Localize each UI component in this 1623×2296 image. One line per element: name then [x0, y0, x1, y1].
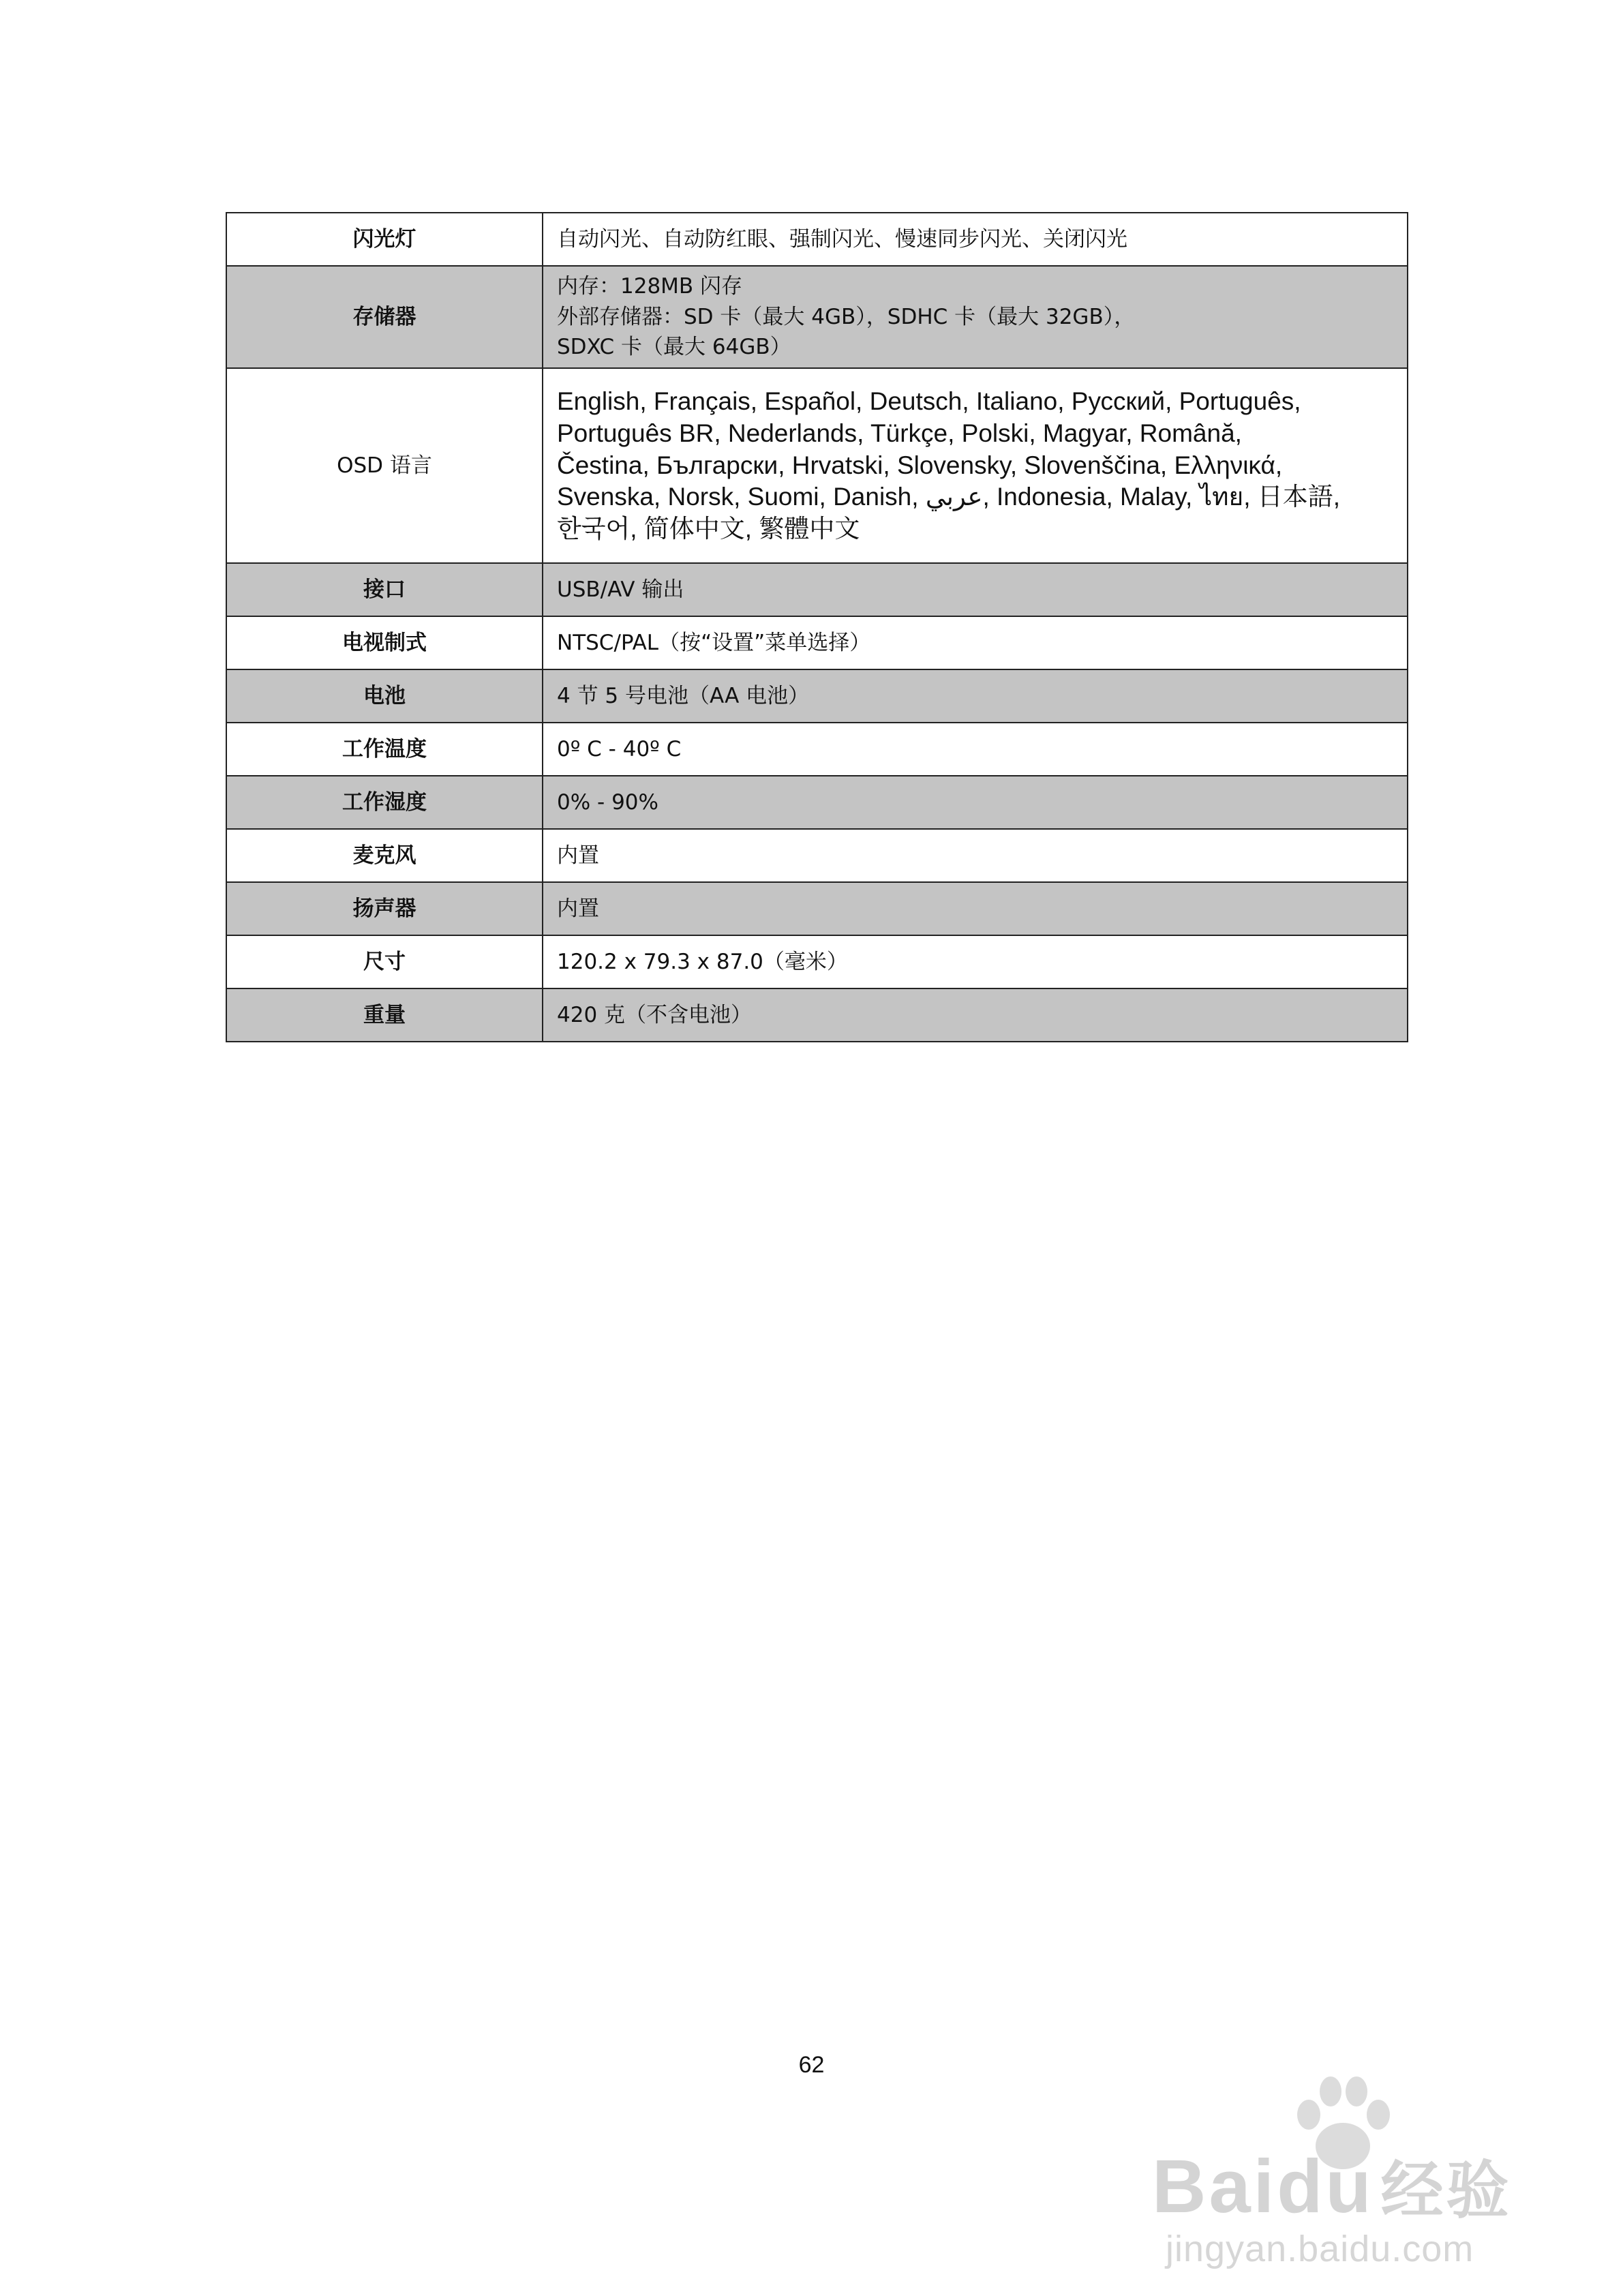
storage-line: SDXC 卡（最大 64GB） [557, 335, 791, 360]
spec-row-microphone [226, 829, 1408, 882]
watermark-brand [1152, 2141, 1512, 2231]
watermark-url: jingyan.baidu.com [1166, 2229, 1474, 2269]
watermark-brand-text: du [1277, 2145, 1374, 2229]
spec-row-flash [226, 213, 1408, 266]
spec-table [226, 212, 1408, 1042]
spec-value: NTSC/PAL（按“设置”菜单选择） [543, 616, 1408, 669]
spec-label: 麦克风 [226, 829, 543, 882]
spec-label: 尺寸 [226, 935, 543, 988]
spec-label: 电视制式 [226, 616, 543, 669]
spec-row-op-humidity [226, 776, 1408, 829]
spec-row-weight [226, 988, 1408, 1042]
spec-label: OSD 语言 [226, 368, 543, 563]
language-line: Čestina, Български, Hrvatski, Slovensky, Slovenščina, Ελληνικά, [557, 451, 1283, 479]
spec-label: 电池 [226, 669, 543, 723]
spec-value [543, 368, 1408, 563]
watermark-brand-text: Bai [1152, 2145, 1277, 2229]
watermark-brand-cn: 经验 [1380, 2154, 1512, 2227]
spec-row-dimensions [226, 935, 1408, 988]
spec-value: 420 克（不含电池） [543, 988, 1408, 1042]
spec-value: 4 节 5 号电池（AA 电池） [543, 669, 1408, 723]
spec-label: 存储器 [226, 266, 543, 368]
spec-label: 闪光灯 [226, 213, 543, 266]
spec-value: 0º C - 40º C [543, 723, 1408, 776]
spec-row-storage [226, 266, 1408, 368]
spec-row-interface [226, 563, 1408, 616]
spec-label: 工作湿度 [226, 776, 543, 829]
spec-label: 工作温度 [226, 723, 543, 776]
storage-line: 内存：128MB 闪存 [557, 273, 743, 299]
language-line: Svenska, Norsk, Suomi, Danish, عربي, Indonesia, Malay, ไทย, 日本語, [557, 483, 1341, 511]
watermark [1152, 2072, 1534, 2270]
spec-value: 120.2 x 79.3 x 87.0（毫米） [543, 935, 1408, 988]
spec-label: 接口 [226, 563, 543, 616]
language-line: Português BR, Nederlands, Türkçe, Polski, Magyar, Română, [557, 419, 1242, 447]
spec-value: 自动闪光、自动防红眼、强制闪光、慢速同步闪光、关闭闪光 [543, 213, 1408, 266]
spec-row-osd [226, 368, 1408, 563]
spec-value: 内置 [543, 882, 1408, 935]
spec-label: 扬声器 [226, 882, 543, 935]
spec-value: 内置 [543, 829, 1408, 882]
spec-row-speaker [226, 882, 1408, 935]
language-line: English, Français, Español, Deutsch, Italiano, Русский, Português, [557, 387, 1301, 415]
spec-value: 0% - 90% [543, 776, 1408, 829]
spec-row-op-temp [226, 723, 1408, 776]
spec-value [543, 266, 1408, 368]
page-number: 62 [798, 2052, 825, 2078]
spec-row-tv-system [226, 616, 1408, 669]
language-line: 한국어, 简体中文, 繁體中文 [557, 515, 860, 543]
storage-line: 外部存储器：SD 卡（最大 4GB），SDHC 卡（最大 32GB）， [557, 304, 1136, 329]
spec-label: 重量 [226, 988, 543, 1042]
spec-value: USB/AV 输出 [543, 563, 1408, 616]
spec-row-battery [226, 669, 1408, 723]
